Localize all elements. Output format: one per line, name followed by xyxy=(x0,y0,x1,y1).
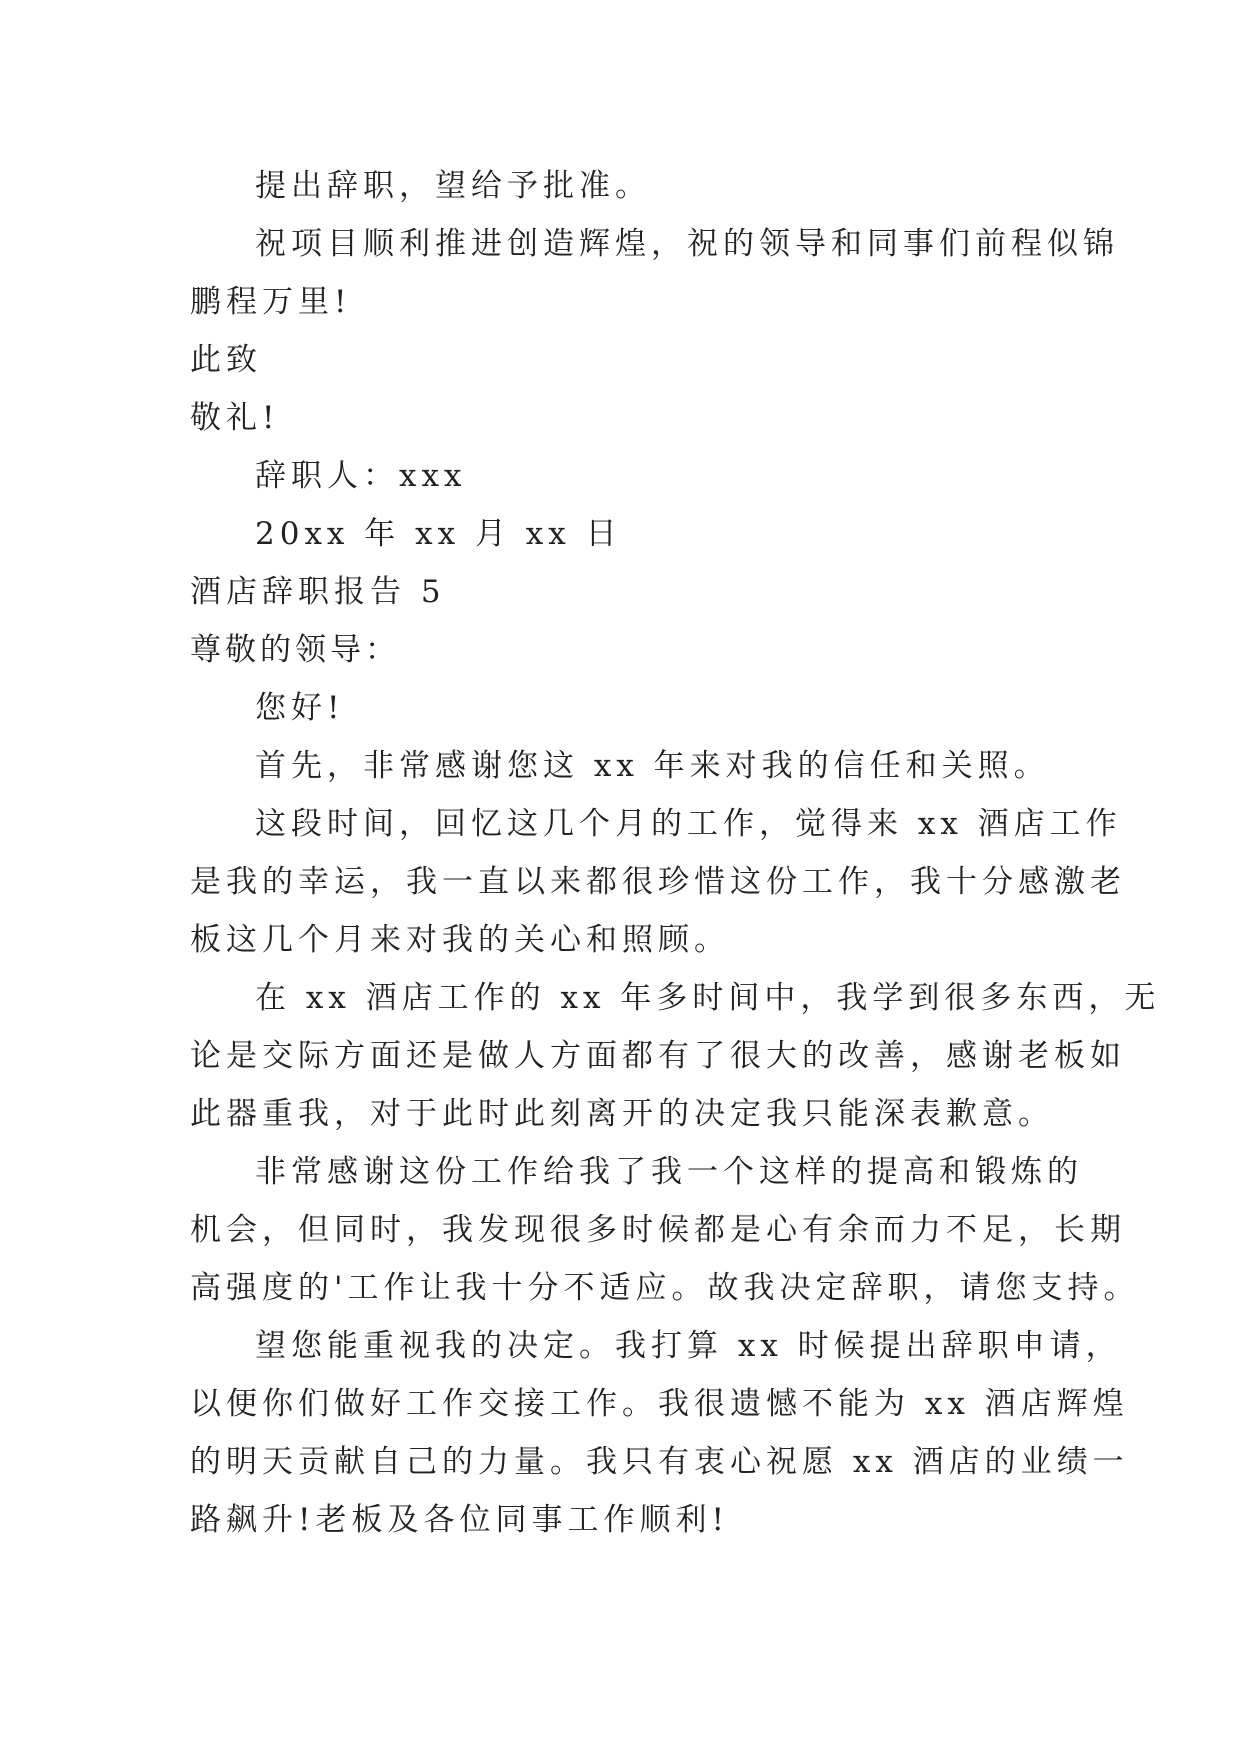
paragraph-line: 在 xx 酒店工作的 xx 年多时间中，我学到很多东西，无 xyxy=(255,980,1161,1016)
greeting: 您好! xyxy=(255,690,345,726)
paragraph-line: 机会，但同时，我发现很多时候都是心有余而力不足，长期 xyxy=(190,1212,1126,1248)
paragraph-line: 鹏程万里! xyxy=(190,284,352,320)
paragraph-line: 路飙升!老板及各位同事工作顺利! xyxy=(190,1502,729,1538)
paragraph-line: 以便你们做好工作交接工作。我很遗憾不能为 xx 酒店辉煌 xyxy=(190,1386,1129,1422)
section-title: 酒店辞职报告 5 xyxy=(190,574,446,610)
paragraph-line: 首先，非常感谢您这 xx 年来对我的信任和关照。 xyxy=(255,748,1050,784)
date-line: 20xx 年 xx 月 xx 日 xyxy=(255,516,622,552)
paragraph-line: 祝项目顺利推进创造辉煌，祝的领导和同事们前程似锦 xyxy=(255,226,1119,262)
signature-line: 辞职人：xxx xyxy=(255,458,467,494)
paragraph-line: 望您能重视我的决定。我打算 xx 时候提出辞职申请， xyxy=(255,1328,1122,1364)
salutation: 尊敬的领导： xyxy=(190,632,400,668)
paragraph-line: 提出辞职，望给予批准。 xyxy=(255,168,651,204)
paragraph-line: 高强度的'工作让我十分不适应。故我决定辞职，请您支持。 xyxy=(190,1270,1140,1306)
paragraph-line: 此器重我，对于此时此刻离开的决定我只能深表歉意。 xyxy=(190,1096,1054,1132)
paragraph-line: 非常感谢这份工作给我了我一个这样的提高和锻炼的 xyxy=(255,1154,1083,1190)
closing-line: 此致 xyxy=(190,342,262,378)
paragraph-line: 论是交际方面还是做人方面都有了很大的改善，感谢老板如 xyxy=(190,1038,1126,1074)
closing-line: 敬礼! xyxy=(190,400,280,436)
paragraph-line: 的明天贡献自己的力量。我只有衷心祝愿 xx 酒店的业绩一 xyxy=(190,1444,1129,1480)
paragraph-line: 是我的幸运，我一直以来都很珍惜这份工作，我十分感激老 xyxy=(190,864,1126,900)
paragraph-line: 板这几个月来对我的关心和照顾。 xyxy=(190,922,730,958)
paragraph-line: 这段时间，回忆这几个月的工作，觉得来 xx 酒店工作 xyxy=(255,806,1122,842)
